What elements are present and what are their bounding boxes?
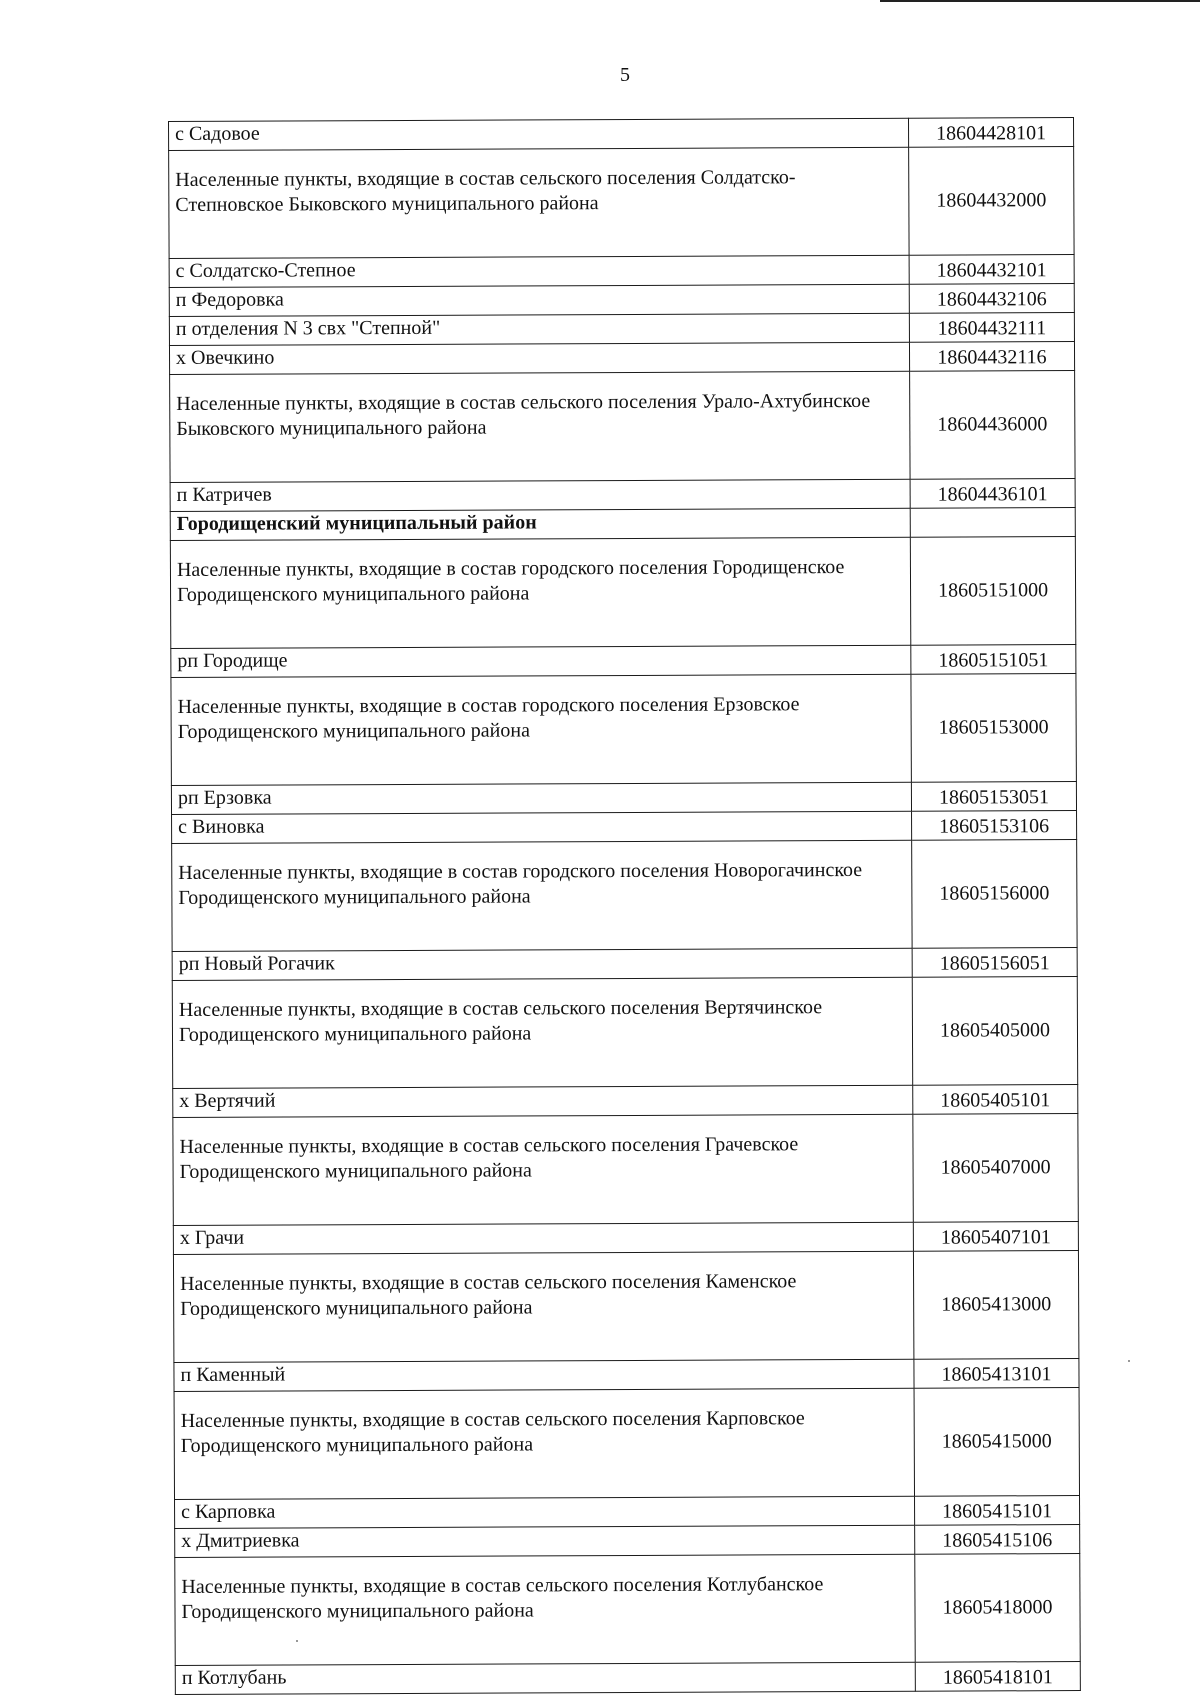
table-row (169, 342, 1074, 375)
settlement-name: Населенные пункты, входящие в состав сельского поселения Грачевское Городищенского муниципального района (173, 1114, 913, 1225)
settlement-name: п Каменный (174, 1359, 914, 1391)
okato-code: 18604436000 (910, 371, 1075, 480)
settlement-name: п Федоровка (169, 284, 909, 316)
district-name: Городищенский муниципальный район (170, 508, 910, 540)
settlement-name: Населенные пункты, входящие в состав сельского поселения Вертячинское Городищенского муниципального района (172, 977, 912, 1088)
settlement-name: рп Ерзовка (171, 782, 911, 814)
settlement-group-row (170, 371, 1075, 483)
settlement-name: с Солдатско-Степное (169, 255, 909, 287)
scan-speck (1128, 1360, 1130, 1362)
settlement-group-row (169, 147, 1074, 259)
settlement-group-row (173, 1251, 1078, 1363)
settlement-name: п Котлубань (175, 1662, 915, 1694)
okato-code: 18605153106 (912, 811, 1077, 841)
settlement-name: х Вертячий (173, 1085, 913, 1117)
settlement-group-row (173, 1114, 1078, 1226)
settlement-name: Населенные пункты, входящие в состав сельского поселения Каменское Городищенского муниципального района (173, 1251, 913, 1362)
scan-edge-line (880, 0, 1200, 2)
okato-code: 18605415000 (914, 1388, 1079, 1497)
table-row (173, 1085, 1078, 1118)
okato-code (910, 508, 1075, 538)
settlement-name: Населенные пункты, входящие в состав сельского поселения Карповское Городищенского муниципального района (174, 1388, 914, 1499)
settlement-name: Населенные пункты, входящие в состав городского поселения Городищенское Городищенского муниципального района (170, 537, 910, 648)
okato-code: 18604432111 (909, 313, 1074, 343)
table-row (169, 284, 1074, 317)
settlement-name: Населенные пункты, входящие в состав сельского поселения Котлубанское Городищенского муниципального района (175, 1554, 915, 1665)
page-number: 5 (620, 64, 630, 86)
settlement-name: х Грачи (173, 1222, 913, 1254)
okato-code: 18605418000 (915, 1554, 1080, 1663)
okato-code: 18605407101 (913, 1222, 1078, 1252)
settlement-name: п Катричев (170, 479, 910, 511)
okato-code: 18604432101 (909, 255, 1074, 285)
settlement-name: рп Городище (171, 645, 911, 677)
scan-speck (296, 1640, 298, 1642)
table-row (171, 645, 1076, 678)
settlement-group-row (172, 977, 1077, 1089)
settlement-group-row (171, 674, 1076, 786)
okato-code: 18605156051 (912, 948, 1077, 978)
okato-code: 18605153051 (911, 782, 1076, 812)
settlement-group-row (175, 1554, 1080, 1666)
table-row (175, 1662, 1080, 1695)
okato-code: 18605415101 (915, 1496, 1080, 1526)
table-row (175, 1525, 1080, 1558)
table-row (169, 118, 1074, 151)
settlement-group-row (174, 1388, 1079, 1500)
okato-code: 18604432116 (909, 342, 1074, 372)
settlement-codes-table (168, 117, 1081, 1695)
settlement-group-row (172, 840, 1077, 952)
okato-code: 18605413101 (914, 1359, 1079, 1389)
table-row (174, 1359, 1079, 1392)
settlement-name: Населенные пункты, входящие в состав городского поселения Новорогачинское Городищенского муниципального района (172, 840, 912, 951)
okato-code: 18605418101 (915, 1662, 1080, 1692)
okato-code: 18605151000 (910, 537, 1075, 646)
settlement-name: Населенные пункты, входящие в состав сельского поселения Солдатско-Степновское Быковского муниципального района (169, 147, 909, 258)
settlement-group-row (170, 537, 1075, 649)
table-row (173, 1222, 1078, 1255)
table-row (169, 313, 1074, 346)
table-row (172, 948, 1077, 981)
okato-code: 18604428101 (908, 118, 1073, 148)
settlement-name: х Овечкино (169, 342, 909, 374)
table-row (171, 782, 1076, 815)
okato-code: 18605151051 (911, 645, 1076, 675)
settlement-name: с Виновка (172, 811, 912, 843)
table-row (175, 1496, 1080, 1529)
okato-code: 18605413000 (913, 1251, 1078, 1360)
okato-code: 18604432000 (909, 147, 1074, 256)
table-row (172, 811, 1077, 844)
okato-code: 18604432106 (909, 284, 1074, 314)
okato-code: 18605156000 (912, 840, 1077, 949)
settlement-name: п отделения N 3 свх "Степной" (169, 313, 909, 345)
okato-code: 18604436101 (910, 479, 1075, 509)
okato-code: 18605415106 (915, 1525, 1080, 1555)
settlement-name: рп Новый Рогачик (172, 948, 912, 980)
settlement-name: с Карповка (175, 1496, 915, 1528)
settlement-name: х Дмитриевка (175, 1525, 915, 1557)
table-row (170, 479, 1075, 512)
table-body (169, 118, 1081, 1695)
district-header-row (170, 508, 1075, 541)
settlement-name: Населенные пункты, входящие в состав сельского поселения Урало-Ахтубинское Быковского муниципального района (170, 371, 910, 482)
settlement-name: Населенные пункты, входящие в состав городского поселения Ерзовское Городищенского муниципального района (171, 674, 911, 785)
okato-code: 18605153000 (911, 674, 1076, 783)
settlement-name: с Садовое (169, 118, 909, 150)
table-row (169, 255, 1074, 288)
okato-code: 18605407000 (913, 1114, 1078, 1223)
okato-code: 18605405101 (913, 1085, 1078, 1115)
okato-code: 18605405000 (912, 977, 1077, 1086)
